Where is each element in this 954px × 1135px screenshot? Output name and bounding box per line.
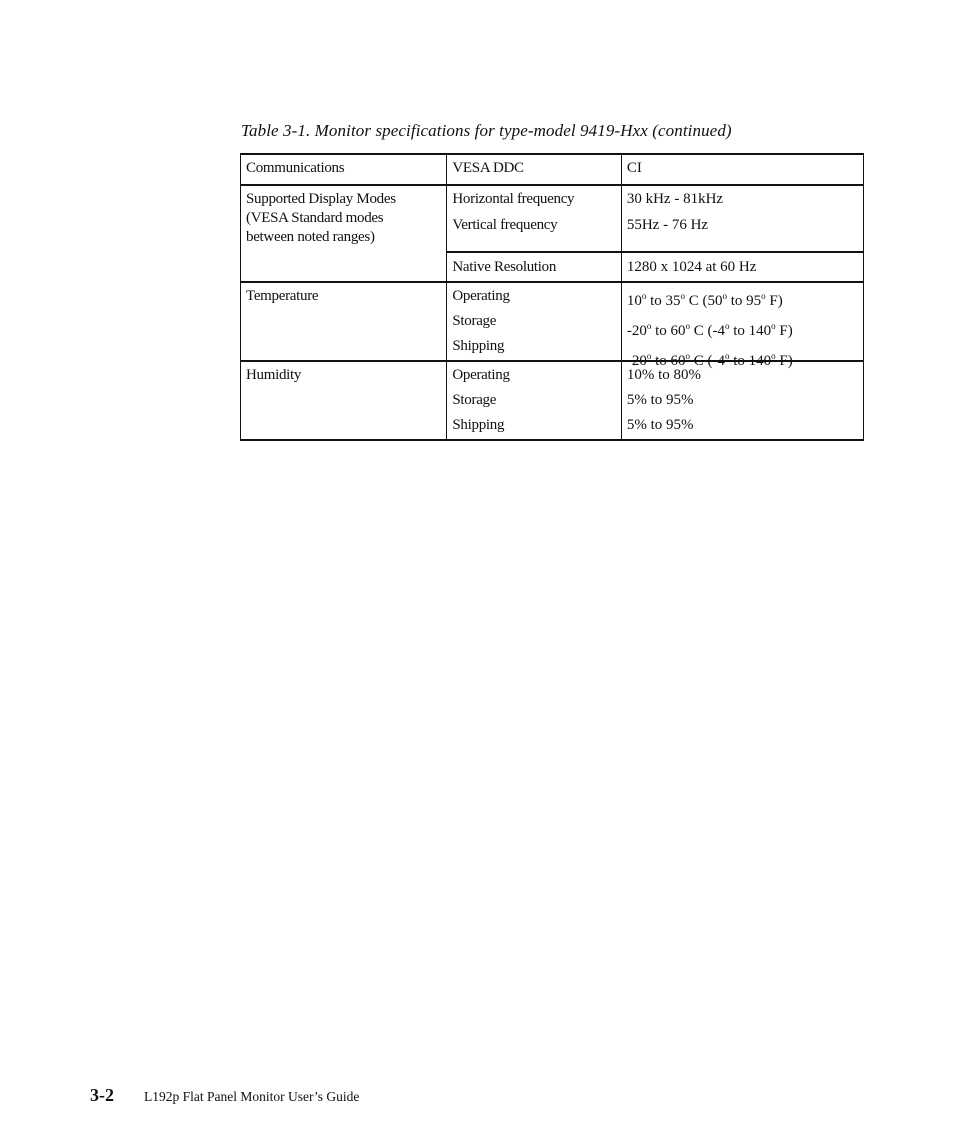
value-horizontal-frequency: 30 kHz - 81kHz [626, 191, 724, 207]
table-cell [447, 185, 621, 252]
param-vertical-frequency: Vertical frequency [452, 217, 558, 233]
temp-part: F) [775, 353, 793, 369]
param-temp-shipping: Shipping [452, 338, 505, 354]
row-label-display-modes-line: Supported Display Modes [246, 191, 396, 207]
temp-part: F) [775, 323, 793, 339]
table-row [241, 282, 864, 361]
temp-part: 10 [626, 293, 642, 309]
table-cell [621, 361, 863, 440]
degree-mark: o [646, 321, 652, 331]
temp-part: -20 [626, 323, 647, 339]
table-cell [241, 185, 447, 282]
table-row [241, 154, 864, 185]
row-label-communications: Communications [246, 160, 345, 176]
degree-mark: o [680, 291, 685, 301]
table-cell [621, 282, 863, 369]
monitor-spec-table [240, 153, 864, 441]
degree-mark: o [722, 291, 727, 301]
value-temp-storage [627, 317, 859, 341]
row-label-humidity: Humidity [246, 367, 302, 383]
temp-part: to 140 [729, 323, 772, 339]
table-caption: Table 3-1. Monitor specifications for type-model 9419-Hxx (continued) [241, 121, 732, 140]
value-humidity-operating: 10% to 80% [626, 367, 701, 383]
temp-part: -20 [626, 353, 647, 369]
degree-mark: o [646, 351, 652, 361]
param-temp-storage: Storage [452, 313, 497, 329]
temp-part: to 60 [651, 353, 686, 369]
temp-part: C (-4 [690, 323, 725, 339]
row-label-display-modes-line: between noted ranges) [246, 229, 375, 245]
table-cell [621, 185, 863, 252]
row-label-display-modes-line: (VESA Standard modes [246, 210, 384, 226]
page-number: 3-2 [90, 1085, 114, 1105]
degree-mark: o [685, 321, 690, 331]
value-humidity-storage: 5% to 95% [626, 392, 694, 408]
value-native-resolution: 1280 x 1024 at 60 Hz [626, 259, 757, 275]
param-native-resolution: Native Resolution [452, 259, 557, 275]
table-cell [241, 361, 447, 440]
table-cell [447, 154, 621, 185]
temp-part: C (-4 [690, 353, 725, 369]
temp-part: F) [765, 293, 783, 309]
row-label-temperature: Temperature [246, 288, 319, 304]
table-cell [241, 154, 447, 185]
temp-part: C (50 [685, 293, 723, 309]
temp-part: to 140 [729, 353, 772, 369]
temp-part: to 60 [651, 323, 686, 339]
table-cell [447, 361, 621, 440]
table-cell [447, 282, 621, 361]
value-vertical-frequency: 55Hz - 76 Hz [626, 217, 709, 233]
temp-part: to 35 [646, 293, 681, 309]
degree-mark: o [725, 321, 730, 331]
param-temp-operating: Operating [452, 288, 510, 304]
table-cell [447, 252, 621, 282]
table-cell [241, 282, 447, 361]
communications-standard: VESA DDC [452, 160, 524, 176]
degree-mark: o [641, 291, 647, 301]
param-humidity-storage: Storage [452, 392, 497, 408]
table-cell [621, 154, 863, 185]
degree-mark: o [725, 351, 730, 361]
document-title: L192p Flat Panel Monitor User’s Guide [144, 1089, 360, 1104]
communications-value: CI [626, 160, 642, 176]
value-temp-operating [627, 287, 859, 311]
page-footer [90, 1085, 359, 1106]
degree-mark: o [761, 291, 766, 301]
value-humidity-shipping: 5% to 95% [626, 417, 694, 433]
table-row [241, 185, 864, 252]
degree-mark: o [685, 351, 690, 361]
table-row [241, 361, 864, 440]
degree-mark: o [771, 321, 776, 331]
param-humidity-shipping: Shipping [452, 417, 505, 433]
temp-part: to 95 [727, 293, 762, 309]
param-humidity-operating: Operating [452, 367, 510, 383]
degree-mark: o [771, 351, 776, 361]
table-cell [621, 252, 863, 282]
param-horizontal-frequency: Horizontal frequency [452, 191, 575, 207]
